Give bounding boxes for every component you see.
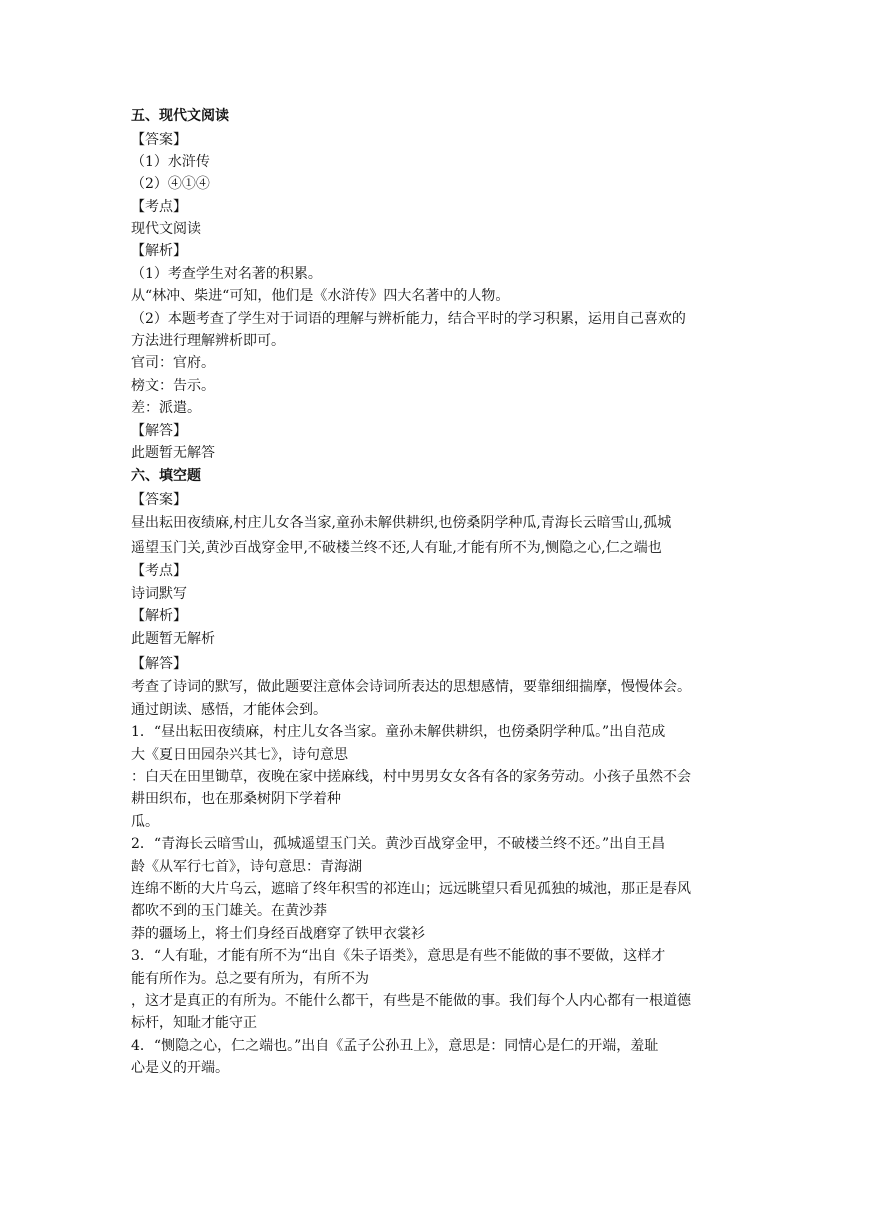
text-line: （2）④①④: [131, 176, 210, 193]
text-line: 考查了诗词的默写，做此题要注意体会诗词所表达的思想感情，要靠细细揣摩，慢慢体会。: [131, 679, 691, 696]
text-line: 【解答】: [131, 422, 187, 439]
text-line: 龄《从军行七首》，诗句意思：青海湖: [131, 858, 362, 875]
text-line: 大《夏日田园杂兴其七》，诗句意思: [131, 746, 348, 763]
text-line: 3．“人有耻，才能有所不为“出自《朱子语类》，意思是有些不能做的事不要做，这样才: [131, 948, 666, 965]
text-line: 耕田织布，也在那桑树阴下学着种: [131, 791, 341, 808]
text-line: 遥望玉门关,黄沙百战穿金甲,不破楼兰终不还,人有耻,才能有所不为,恻隐之心,仁之端也: [131, 539, 662, 556]
section-heading: 五、现代文阅读: [131, 108, 229, 124]
text-line: 【考点】: [131, 198, 187, 215]
text-line: 心是义的开端。: [131, 1060, 229, 1077]
text-line: 官司：官府。: [131, 355, 215, 372]
text-line: 【答案】: [131, 491, 187, 508]
text-line: 标杆，知耻才能守正: [131, 1015, 257, 1032]
text-line: 【考点】: [131, 563, 187, 580]
text-line: （2）本题考查了学生对于词语的理解与辨析能力，结合平时的学习积累，运用自己喜欢的: [131, 310, 686, 327]
text-line: 都吹不到的玉门雄关。在黄沙莽: [131, 903, 327, 920]
text-line: 连绵不断的大片乌云，遮暗了终年积雪的祁连山；远远眺望只看见孤独的城池，那正是春风: [131, 880, 691, 897]
answer-sheet-page: [131, 104, 747, 1079]
text-line: 此题暂无解答: [131, 444, 215, 461]
text-line: ：白天在田里锄草，夜晚在家中搓麻线，村中男男女女各有各的家务劳动。小孩子虽然不会: [131, 768, 691, 785]
text-line: 瓜。: [131, 813, 159, 830]
text-line: 差：派遣。: [131, 400, 201, 417]
text-line: 通过朗读、感悟，才能体会到。: [131, 701, 327, 718]
text-line: 从“林冲、柴进“可知，他们是《水浒传》四大名著中的人物。: [131, 288, 510, 305]
text-line: 能有所作为。总之要有所为，有所不为: [131, 970, 369, 987]
section-heading: 六、填空题: [131, 468, 201, 485]
text-line: ，这才是真正的有所为。不能什么都干，有些是不能做的事。我们每个人内心都有一根道德: [131, 992, 691, 1009]
text-line: 昼出耘田夜绩麻,村庄儿女各当家,童孙未解供耕织,也傍桑阴学种瓜,青海长云暗雪山,孤城: [131, 515, 672, 532]
text-line: 4．“恻隐之心，仁之端也。”出自《孟子公孙丑上》，意思是：同情心是仁的开端，羞耻: [131, 1037, 659, 1054]
text-line: 现代文阅读: [131, 221, 201, 238]
text-line: 1．“昼出耘田夜绩麻，村庄儿女各当家。童孙未解供耕织，也傍桑阴学种瓜。”出自范成: [131, 724, 666, 741]
text-line: 【解析】: [131, 243, 187, 260]
text-line: 【解析】: [131, 608, 187, 625]
text-line: （1）水浒传: [131, 153, 210, 170]
text-line: 2．“青海长云暗雪山，孤城遥望玉门关。黄沙百战穿金甲，不破楼兰终不还。”出自王昌: [131, 836, 666, 853]
text-line: 方法进行理解辨析即可。: [131, 333, 285, 350]
text-line: 榜文：告示。: [131, 377, 215, 394]
text-line: （1）考查学生对名著的积累。: [131, 265, 322, 282]
text-line: 莽的疆场上，将士们身经百战磨穿了铁甲衣裳衫: [131, 925, 425, 942]
text-line: 此题暂无解析: [131, 631, 215, 648]
text-line: 【解答】: [131, 655, 187, 672]
text-line: 【答案】: [131, 131, 187, 148]
text-line: 诗词默写: [131, 585, 187, 602]
